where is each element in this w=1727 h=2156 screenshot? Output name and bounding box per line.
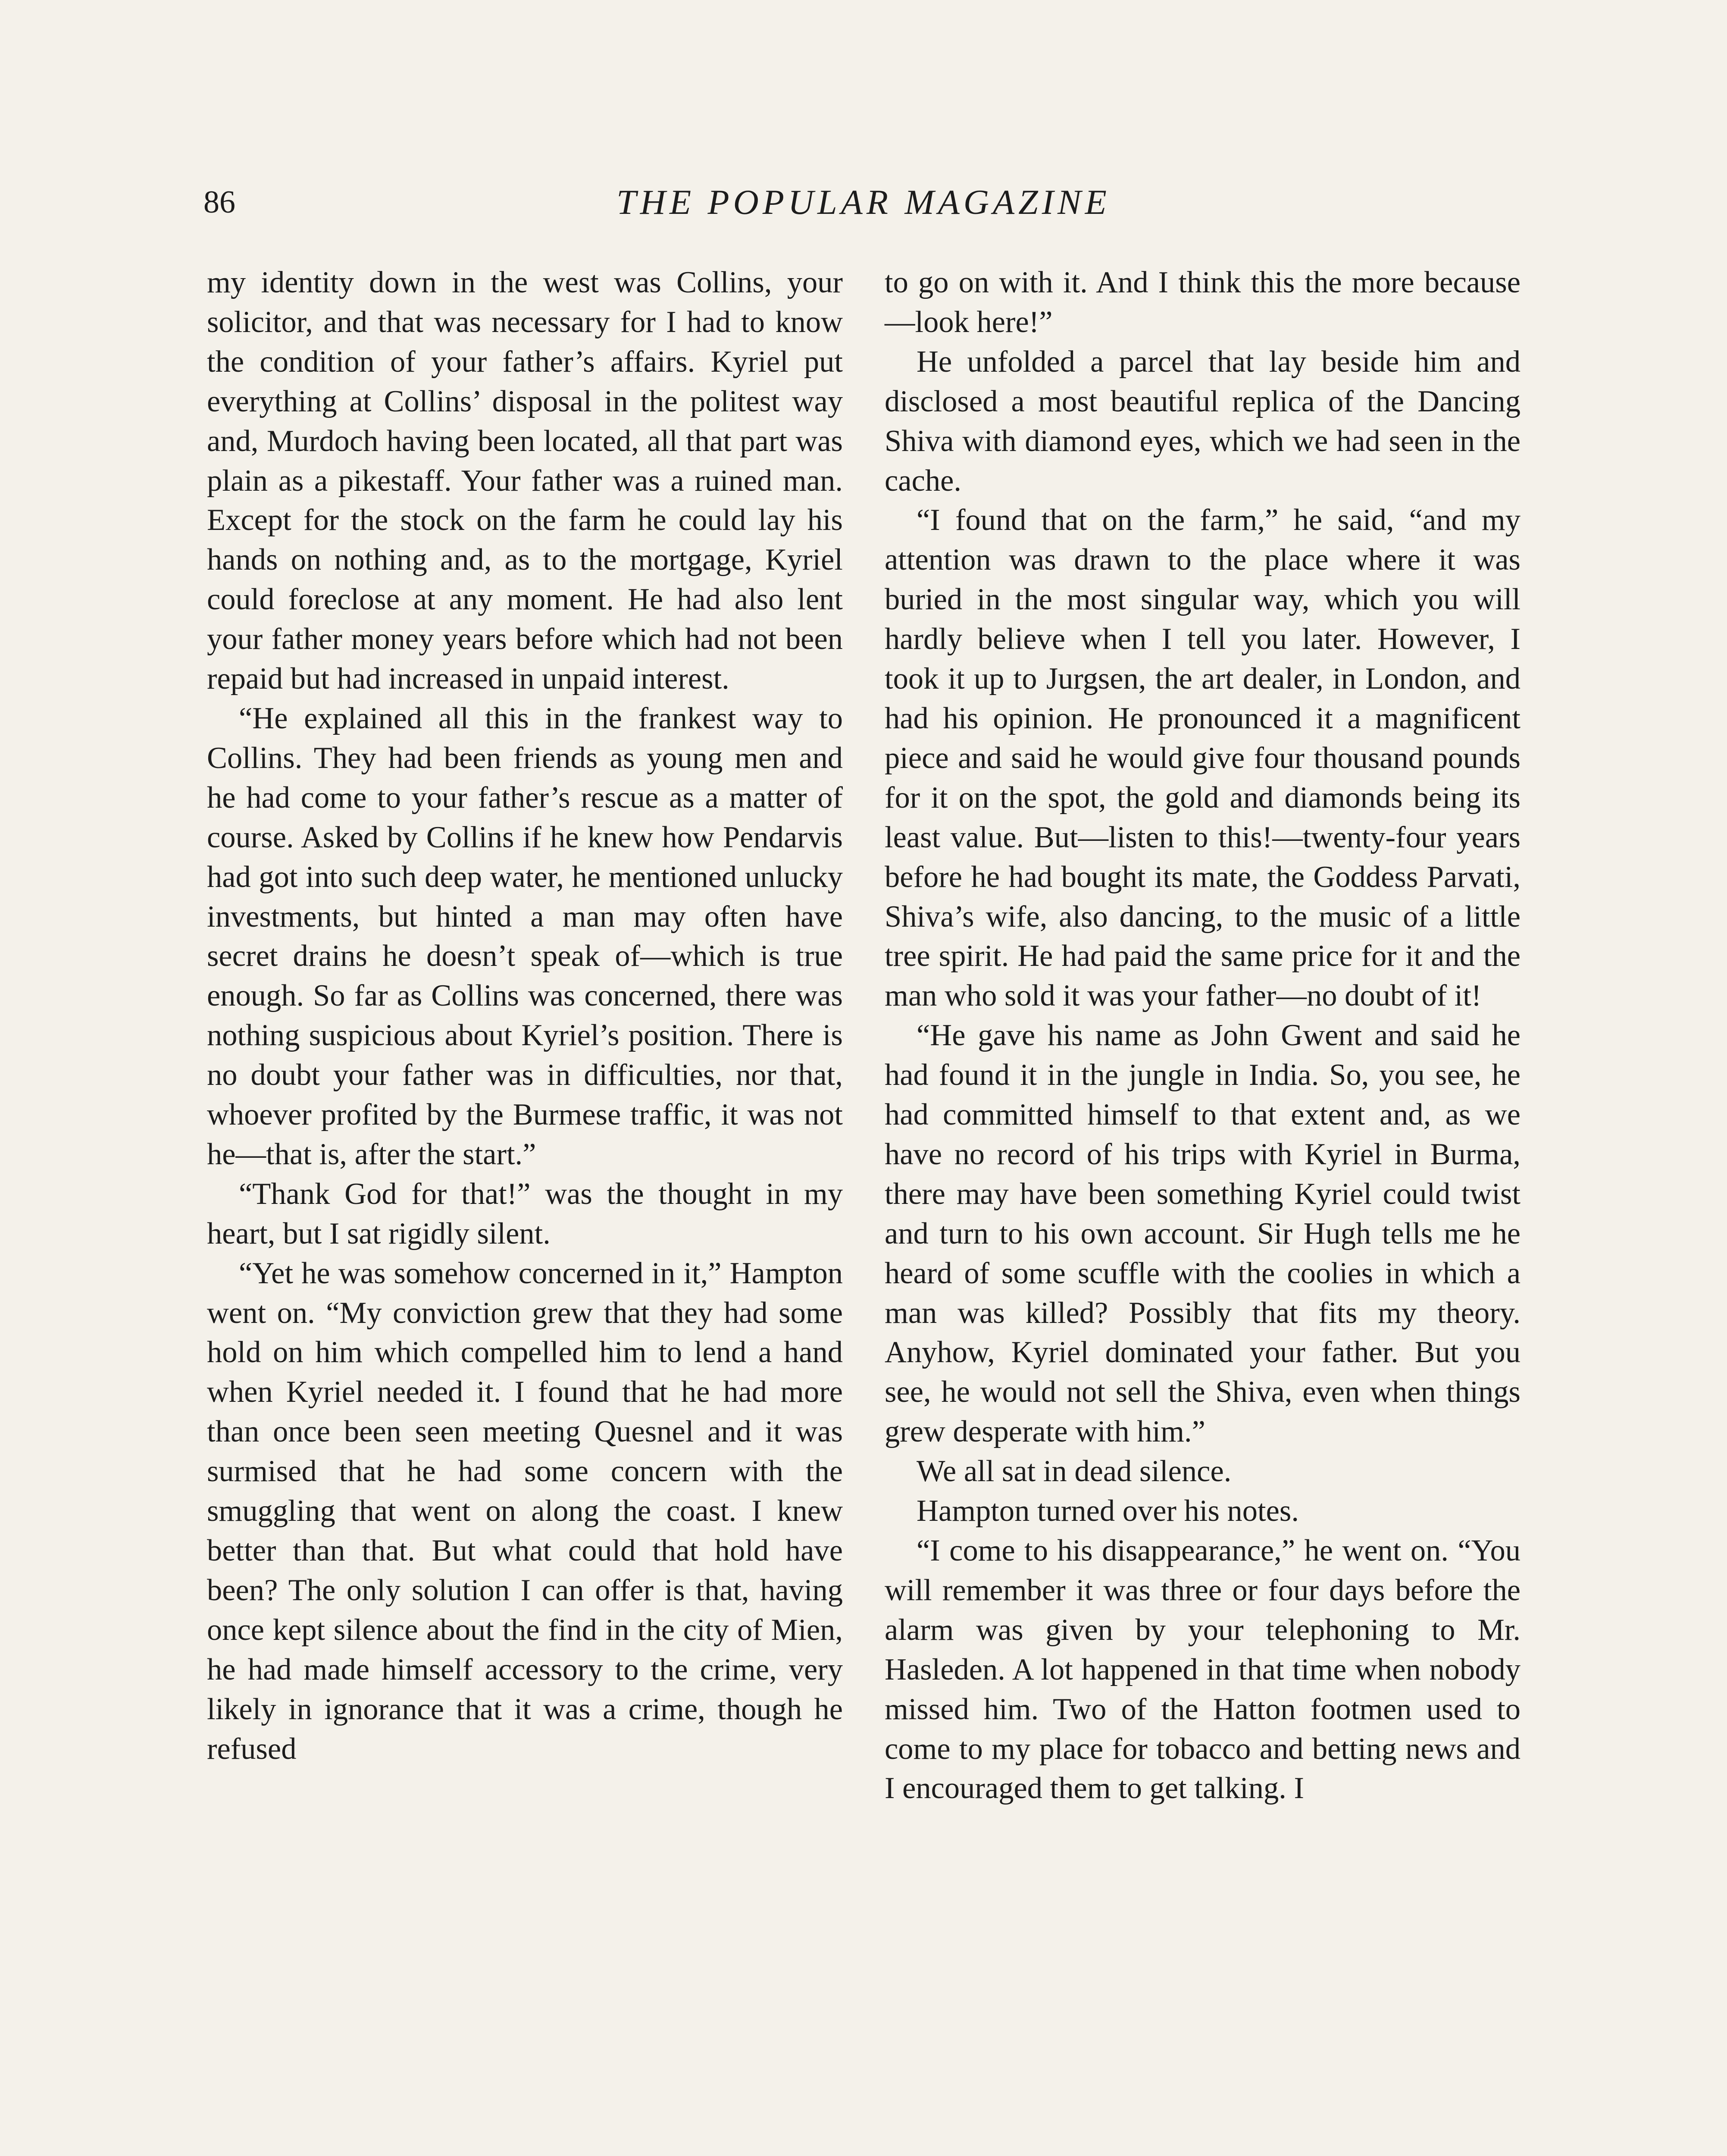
paragraph: “I come to his disappearance,” he went on. “You will remember it was three or four days before the alarm was given by your telephoning to Mr. Hasleden. A lot happened in that time when nobody missed him. Two of the Hatton footmen used to come to my place for tobacco and betting news and I encouraged them to get talking. I: [885, 1534, 1521, 1805]
page-number: 86: [203, 185, 235, 220]
paragraph: “He explained all this in the frankest way to Collins. They had been friends as young men and he had come to your father’s rescue as a matter of course. Asked by Collins if he knew how Pendarvis had got into such deep water, he mentioned unlucky investments, but hinted a man may often have secret drains he doesn’t speak of—which is true enough. So far as Collins was concerned, there was nothing suspicious about Kyriel’s position. There is no doubt your father was in difficulties, nor that, whoever profited by the Burmese traffic, it was not he—that is, after the start.”: [207, 701, 843, 1171]
paragraph: “He gave his name as John Gwent and said he had found it in the jungle in India. So, you see, he had committed himself to that extent and, as we have no record of his trips with Kyriel in Burma, there may have been something Kyriel could twist and turn to his own account. Sir Hugh tells me he heard of some scuffle with the coolies in which a man was killed? Possibly that fits my theory. Anyhow, Kyriel dominated your father. But you see, he would not sell the Shiva, even when things grew desperate with him.”: [885, 1018, 1521, 1449]
right-column: [885, 263, 1521, 1808]
paragraph: “I found that on the farm,” he said, “and my attention was drawn to the place where it was buried in the most singular way, which you will hardly believe when I tell you later. However, I took it up to Jurgsen, the art dealer, in London, and had his opinion. He pronounced it a magnificent piece and said he would give four thousand pounds for it on the spot, the gold and diamonds being its least value. But—listen to this!—twenty-four years before he had bought its mate, the Goddess Parvati, Shiva’s wife, also dancing, to the music of a little tree spirit. He had paid the same price for it and the man who sold it was your father—no doubt of it!: [885, 503, 1521, 1013]
paragraph: He unfolded a parcel that lay beside him and disclosed a most beautiful replica of the Dancing Shiva with diamond eyes, which we had seen in the cache.: [885, 345, 1521, 498]
paragraph: my identity down in the west was Collins, your solicitor, and that was necessary for I had to know the condition of your father’s affairs. Kyriel put everything at Collins’ disposal in the politest way and, Murdoch having been located, all that part was plain as a pikestaff. Your father was a ruined man. Except for the stock on the farm he could lay his hands on nothing and, as to the mortgage, Kyriel could foreclose at any moment. He had also lent your father money years before which had not been repaid but had increased in unpaid interest.: [207, 266, 843, 696]
paragraph: We all sat in dead silence.: [917, 1454, 1232, 1489]
paragraph: Hampton turned over his notes.: [917, 1494, 1299, 1528]
paragraph: “Yet he was somehow concerned in it,” Hampton went on. “My conviction grew that they had some hold on him which compelled him to lend a hand when Kyriel needed it. I found that he had more than once been seen meeting Quesnel and it was surmised that he had some concern with the smuggling that went on along the coast. I knew better than that. But what could that hold have been? The only solution I can offer is that, having once kept silence about the find in the city of Mien, he had made himself accessory to the crime, very likely in ignorance that it was a crime, though he refused: [207, 1256, 843, 1766]
paragraph: “Thank God for that!” was the thought in my heart, but I sat rigidly silent.: [207, 1177, 843, 1250]
paragraph: to go on with it. And I think this the more because—look here!”: [885, 266, 1521, 339]
left-column: [207, 263, 843, 1769]
running-head: THE POPULAR MAGAZINE: [616, 182, 1111, 222]
